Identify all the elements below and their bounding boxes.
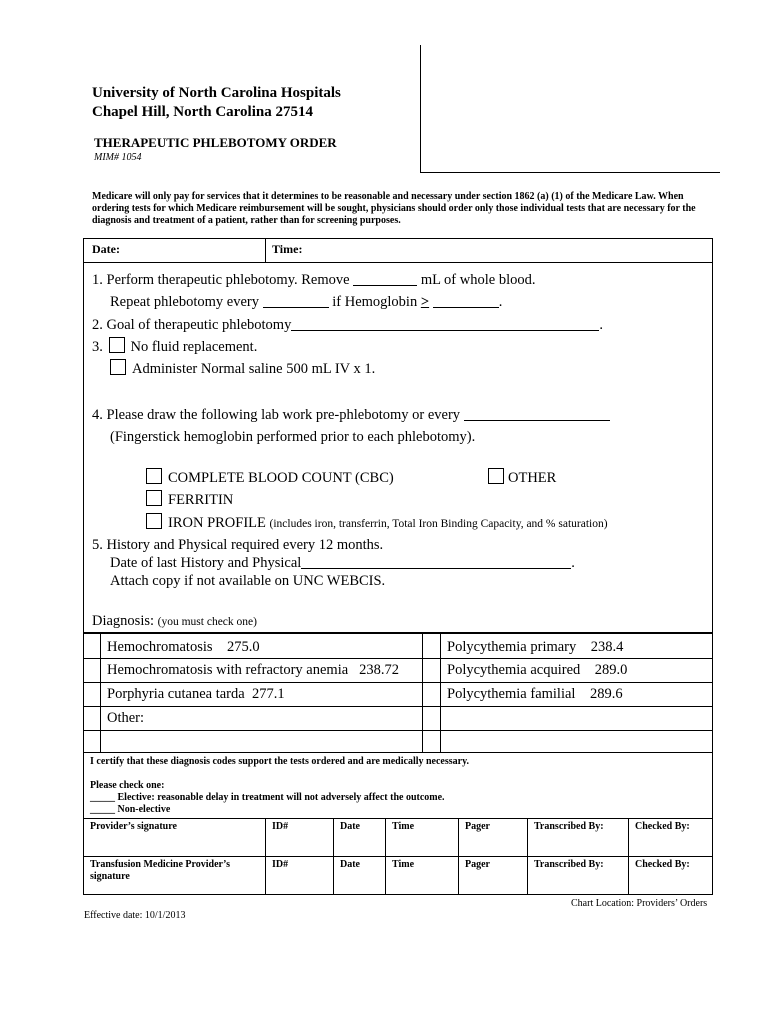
diag-name: Polycythemia acquired (447, 662, 581, 678)
tm-transcribed-field[interactable]: Transcribed By: (534, 859, 604, 870)
item1-unit: mL of whole blood. (420, 272, 536, 288)
hp-date-label: Date of last History and Physical (110, 555, 302, 571)
repeat-interval-field[interactable] (263, 293, 329, 308)
sig-col-6 (628, 818, 629, 895)
fingerstick-note: (Fingerstick hemoglobin performed prior to each phlebotomy). (110, 429, 476, 445)
certify-statement: I certify that these diagnosis codes support the tests ordered and are medically necessary. (90, 756, 470, 767)
webcis-note: Attach copy if not available on UNC WEBCIS. (110, 573, 386, 589)
item3-number: 3. (92, 339, 103, 355)
order-item-2: 2. Goal of therapeutic phlebotomy . (92, 317, 603, 333)
ge-symbol: > (420, 294, 430, 310)
diagnosis-option-left-4[interactable] (107, 708, 144, 729)
institution-name: University of North Carolina Hospitals (92, 85, 341, 101)
provider-date-field[interactable]: Date (340, 821, 360, 832)
institution-address: Chapel Hill, North Carolina 27514 (92, 104, 313, 120)
diagnosis-option-left-2[interactable] (107, 660, 399, 681)
goal-field[interactable] (291, 316, 599, 331)
medicare-notice: Medicare will only pay for services that it determines to be reasonable and necessary under section 1862 (a) (1) of the Medicare Law. When ordering tests for which Medicare reimbursement will be sought, physicians should order only those individual tests that are necessary for the diagnosis and treatment of a patient, rather than for screening purposes. (92, 191, 696, 226)
no-fluid-checkbox[interactable] (109, 337, 125, 353)
form-title: THERAPEUTIC PHLEBOTOMY ORDER (94, 135, 337, 150)
ferritin-checkbox[interactable] (146, 490, 162, 506)
diag-col-check-left (100, 633, 101, 753)
diag-name: Polycythemia familial (447, 686, 576, 702)
goal-label: 2. Goal of therapeutic phlebotomy (92, 317, 292, 333)
diag-top (83, 633, 713, 634)
lab-cbc (146, 468, 394, 489)
other-checkbox[interactable] (488, 468, 504, 484)
time-field[interactable] (266, 240, 712, 260)
sig-col-3 (385, 818, 386, 895)
tm-checked-field[interactable]: Checked By: (635, 859, 690, 870)
tm-id-field[interactable]: ID# (272, 859, 289, 870)
hp-date-field[interactable] (301, 554, 571, 569)
diag-name: Hemochromatosis (107, 639, 213, 655)
diagnosis-option-left-3[interactable] (107, 684, 285, 705)
diagnosis-option-left-1[interactable] (107, 637, 260, 658)
date-label: Date: (92, 242, 120, 256)
provider-transcribed-field[interactable]: Transcribed By: (534, 821, 604, 832)
order-item-4 (92, 405, 610, 426)
diag-name: Other: (107, 710, 145, 726)
diag-code: 289.0 (594, 662, 628, 678)
iron-label: IRON PROFILE (168, 515, 266, 531)
order-item-1 (92, 270, 535, 291)
no-fluid-label: No fluid replacement. (130, 339, 258, 355)
ferritin-label: FERRITIN (168, 492, 234, 508)
lab-other (488, 468, 556, 489)
lab-draw-label: 4. Please draw the following lab work pre-phlebotomy or every (92, 407, 461, 423)
label-box-left-border (420, 45, 421, 172)
diag-name: Hemochromatosis with refractory anemia (107, 662, 349, 678)
provider-checked-field[interactable]: Checked By: (635, 821, 690, 832)
sig-col-2 (333, 818, 334, 895)
diag-code: 275.0 (227, 639, 260, 655)
diag-code: 289.6 (589, 686, 623, 702)
time-label: Time: (272, 242, 303, 256)
diagnosis-option-right-2[interactable] (447, 660, 627, 681)
lab-ferritin (146, 490, 233, 511)
diag-row-1 (83, 658, 713, 659)
diag-name: Polycythemia primary (447, 639, 577, 655)
effective-date: Effective date: 10/1/2013 (84, 910, 186, 921)
diag-row-2 (83, 682, 713, 683)
chart-location: Chart Location: Providers’ Orders (571, 898, 708, 909)
sig-col-1 (265, 818, 266, 895)
diagnosis-note: (you must check one) (157, 616, 257, 628)
cbc-label: COMPLETE BLOOD COUNT (CBC) (168, 470, 394, 486)
hemoglobin-label: if Hemoglobin (332, 294, 418, 310)
date-field[interactable] (84, 240, 264, 260)
lab-frequency-field[interactable] (464, 406, 610, 421)
order-item-5: 5. History and Physical required every 12 months. (92, 537, 384, 553)
diagnosis-option-right-3[interactable] (447, 684, 623, 705)
hp-date: Date of last History and Physical . (110, 555, 575, 571)
diagnosis-label: Diagnosis: (92, 613, 155, 629)
sig-col-4 (458, 818, 459, 895)
other-label: OTHER (508, 470, 557, 486)
iron-checkbox[interactable] (146, 513, 162, 529)
check-prompt: Please check one: (90, 780, 165, 791)
provider-id-field[interactable]: ID# (272, 821, 289, 832)
repeat-label: Repeat phlebotomy every (110, 294, 259, 310)
item1-text: 1. Perform therapeutic phlebotomy. Remove (92, 272, 350, 288)
form-number: MIM# 1054 (94, 152, 142, 163)
diag-name: Porphyria cutanea tarda (107, 686, 245, 702)
diag-code: 238.4 (590, 639, 624, 655)
sig-row-divider (83, 856, 713, 857)
provider-pager-field[interactable]: Pager (465, 821, 490, 832)
tm-time-field[interactable]: Time (392, 859, 415, 870)
diag-row-4 (83, 730, 713, 731)
order-item-1-repeat: Repeat phlebotomy every if Hemoglobin > . (110, 294, 503, 310)
provider-time-field[interactable]: Time (392, 821, 415, 832)
saline-label: Administer Normal saline 500 mL IV x 1. (132, 361, 376, 377)
non-elective-option[interactable]: _____ Non-elective (90, 804, 171, 815)
diag-col-mid (422, 633, 423, 753)
elective-option[interactable]: _____ Elective: reasonable delay in treatment will not adversely affect the outcome. (90, 792, 445, 803)
hemoglobin-threshold-field[interactable] (433, 293, 499, 308)
lab-iron (146, 513, 608, 535)
diag-code: 238.72 (359, 662, 399, 678)
saline-checkbox[interactable] (110, 359, 126, 375)
diag-col-check-right (440, 633, 441, 753)
diagnosis-option-right-1[interactable] (447, 637, 623, 658)
diag-code: 277.1 (251, 686, 285, 702)
date-row-divider (83, 262, 713, 263)
order-item-3-saline (110, 359, 375, 380)
cbc-checkbox[interactable] (146, 468, 162, 484)
provider-signature-field[interactable]: Provider’s signature (90, 821, 177, 832)
tm-provider-signature-field[interactable]: Transfusion Medicine Provider’s signature (90, 859, 230, 882)
iron-note: (includes iron, transferrin, Total Iron Binding Capacity, and % saturation) (269, 518, 608, 530)
tm-pager-field[interactable]: Pager (465, 859, 490, 870)
remove-volume-field[interactable] (353, 271, 417, 286)
diagnosis-heading (92, 611, 257, 633)
diag-row-3 (83, 706, 713, 707)
order-item-3 (92, 337, 257, 358)
label-box-bottom-border (420, 172, 720, 173)
tm-date-field[interactable]: Date (340, 859, 360, 870)
sig-col-5 (527, 818, 528, 895)
